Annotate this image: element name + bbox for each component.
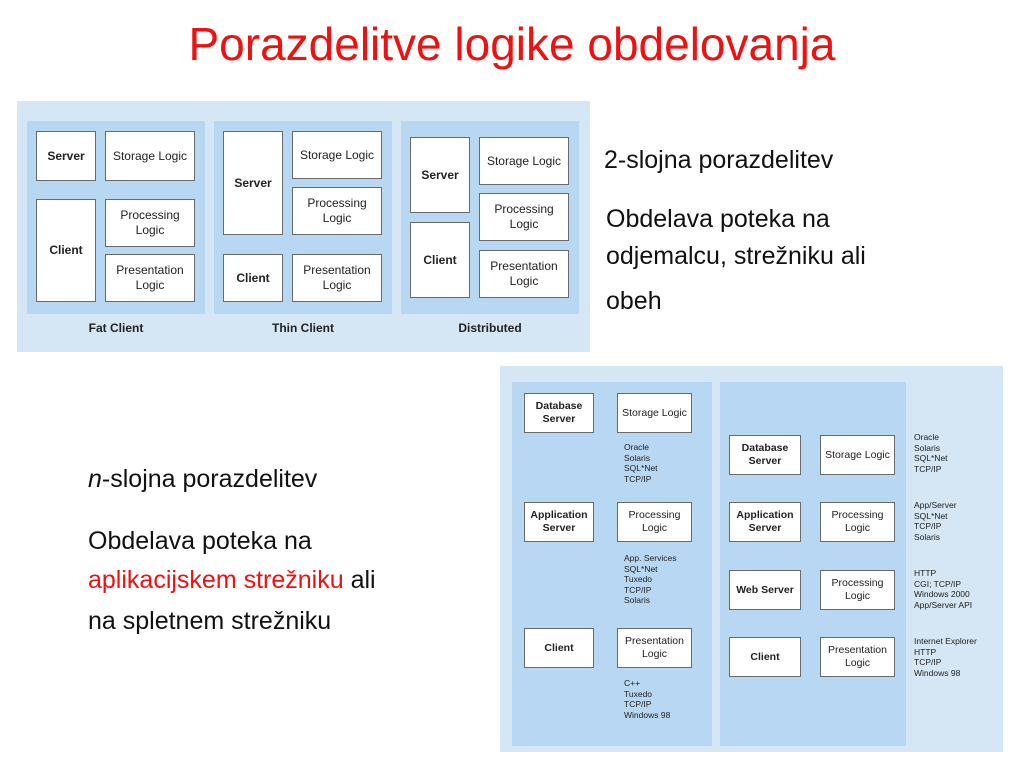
n-tier-heading-rest: -slojna porazdelitev: [101, 465, 318, 493]
distributed-client-box: Client: [410, 222, 470, 298]
distributed-server-box: Server: [410, 137, 470, 213]
thin-client-client-box: Client: [223, 254, 283, 302]
left-storage-logic-box: Storage Logic: [617, 393, 692, 433]
fat-client-storage-box: Storage Logic: [105, 131, 195, 181]
page-title: Porazdelitve logike obdelovanja: [188, 18, 836, 70]
n-tier-body-line-2: [88, 563, 376, 598]
n-tier-heading: [88, 462, 317, 497]
right-application-server-box: Application Server: [729, 502, 801, 542]
left-client-box: Client: [524, 628, 594, 668]
left-processing-logic-box: Processing Logic: [617, 502, 692, 542]
distributed-label: Distributed: [458, 321, 522, 335]
left-presentation-notes: C++ Tuxedo TCP/IP Windows 98: [624, 678, 671, 720]
right-presentation-logic-box: Presentation Logic: [820, 637, 895, 677]
thin-client-presentation-box: Presentation Logic: [292, 254, 382, 302]
distributed-storage-box: Storage Logic: [479, 137, 569, 185]
left-database-server-box: Database Server: [524, 393, 594, 433]
n-tier-heading-italic: n: [88, 465, 102, 493]
two-tier-heading: 2-slojna porazdelitev: [604, 146, 834, 174]
right-database-notes: Oracle Solaris SQL*Net TCP/IP: [914, 432, 948, 474]
thin-client-label: Thin Client: [272, 321, 334, 335]
application-server-highlight: aplikacijskem strežniku: [88, 566, 344, 594]
n-tier-body-line-1: Obdelava poteka na: [88, 527, 312, 555]
thin-client-storage-box: Storage Logic: [292, 131, 382, 179]
left-storage-notes: Oracle Solaris SQL*Net TCP/IP: [624, 442, 658, 484]
n-tier-body-line-2-rest: ali: [343, 566, 376, 594]
thin-client-server-box: Server: [223, 131, 283, 235]
right-client-notes: Internet Explorer HTTP TCP/IP Windows 98: [914, 636, 977, 678]
right-client-box: Client: [729, 637, 801, 677]
right-processing-logic-box-2: Processing Logic: [820, 570, 895, 610]
left-application-server-box: Application Server: [524, 502, 594, 542]
fat-client-label: Fat Client: [88, 321, 144, 335]
n-tier-left-column: [512, 382, 712, 746]
thin-client-processing-box: Processing Logic: [292, 187, 382, 235]
right-application-notes: App/Server SQL*Net TCP/IP Solaris: [914, 500, 957, 542]
right-processing-logic-box-1: Processing Logic: [820, 502, 895, 542]
two-tier-body-line-1: Obdelava poteka na: [606, 205, 830, 233]
n-tier-body-line-3: na spletnem strežniku: [88, 607, 332, 635]
n-tier-architecture-diagram: [500, 366, 1003, 752]
distributed-presentation-box: Presentation Logic: [479, 250, 569, 298]
fat-client-processing-box: Processing Logic: [105, 199, 195, 247]
right-database-server-box: Database Server: [729, 435, 801, 475]
right-web-notes: HTTP CGI; TCP/IP Windows 2000 App/Server API: [914, 568, 973, 610]
right-web-server-box: Web Server: [729, 570, 801, 610]
fat-client-presentation-box: Presentation Logic: [105, 254, 195, 302]
two-tier-body-line-2: odjemalcu, strežniku ali: [606, 242, 866, 270]
two-tier-body-line-3: obeh: [606, 287, 662, 315]
left-presentation-logic-box: Presentation Logic: [617, 628, 692, 668]
fat-client-client-box: Client: [36, 199, 96, 302]
tier-architecture-diagram: [17, 101, 590, 352]
distributed-processing-box: Processing Logic: [479, 193, 569, 241]
fat-client-server-box: Server: [36, 131, 96, 181]
right-storage-logic-box: Storage Logic: [820, 435, 895, 475]
left-processing-notes: App. Services SQL*Net Tuxedo TCP/IP Solaris: [624, 553, 677, 605]
